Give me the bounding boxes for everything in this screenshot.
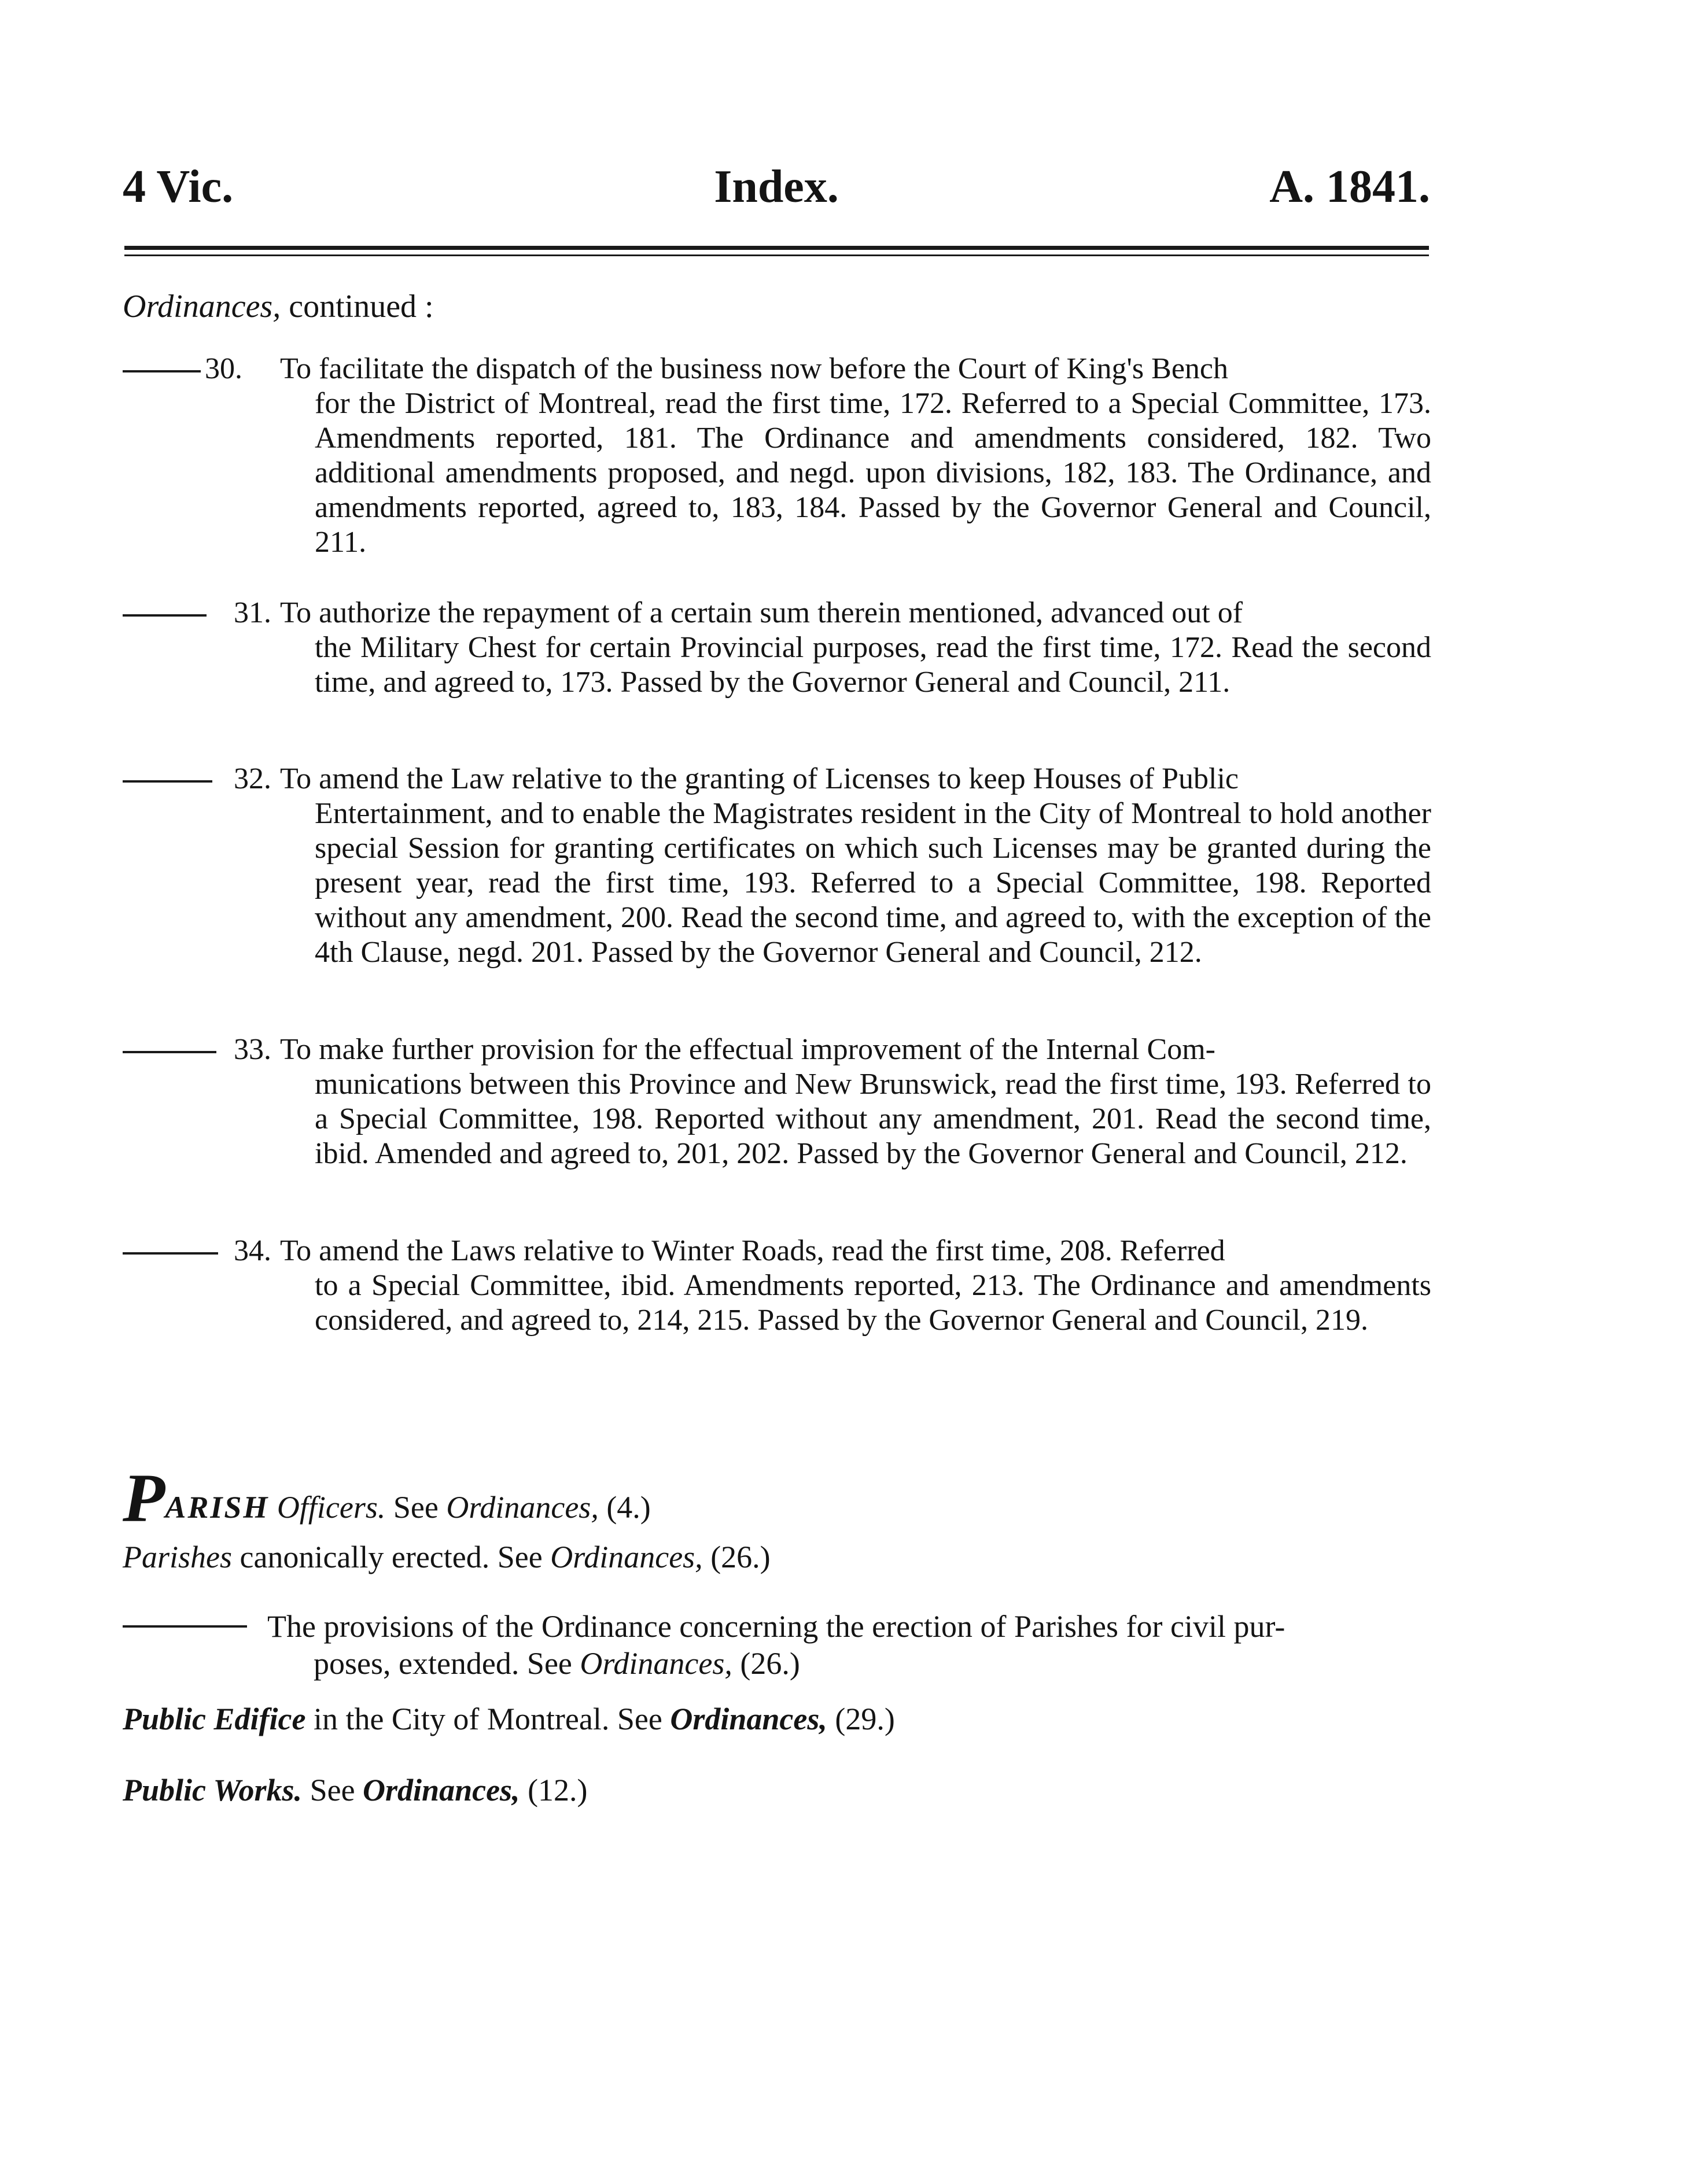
see-label: See (526, 1646, 572, 1681)
header-title: Index. (714, 161, 839, 212)
entry-dash (123, 762, 220, 796)
index-text (267, 1608, 1431, 1682)
provisions-line-2 (314, 1645, 1431, 1682)
entry-dash (123, 1234, 226, 1268)
provisions-line-1: The provisions of the Ordinance concerning the erection of Parishes for civil pur- (267, 1609, 1285, 1644)
continued-heading (123, 286, 434, 327)
entry-first-line: To amend the Law relative to the granting of Licenses to keep Houses of Public (280, 762, 1239, 795)
ordinance-entry-31 (123, 596, 1431, 700)
entry-first-line: To facilitate the dispatch of the business now before the Court of King's Bench (280, 352, 1228, 385)
reference-number: (26.) (710, 1540, 771, 1574)
header-year: A. 1841. (1269, 161, 1430, 212)
reference-number: (4.) (606, 1490, 651, 1525)
entry-body: munications between this Province and New Brunswick, read the first time, 193. Referred to a Special Committee, 198. Reported without any amendment, 201. Read the second time, ibid. Amended and agreed to, 201, 202. Passed by the Governor General and Council, 212. (315, 1068, 1431, 1170)
entry-text (280, 762, 1431, 970)
entry-body: the Military Chest for certain Provincial purposes, read the first time, 172. Read the second time, and agreed to, 173. Passed by the Governor General and Council, 211. (315, 631, 1431, 699)
ordinance-entry-30 (123, 352, 1431, 560)
entry-number: 34. (234, 1234, 271, 1267)
entry-body: Entertainment, and to enable the Magistrates resident in the City of Montreal to hold another special Session for granting certificates on which such Licenses may be granted during the present year, read the first time, 193. Referred to a Special Committee, 198. Reported without any amendment, 200. Read the second time, and agreed to, with the exception of the 4th Clause, negd. 201. Passed by the Governor General and Council, 212. (315, 797, 1431, 969)
entry-number: 33. (234, 1033, 271, 1066)
entry-first-line: To amend the Laws relative to Winter Roads, read the first time, 208. Referred (280, 1234, 1225, 1267)
entry-first-line: To make further provision for the effectual improvement of the Internal Com- (280, 1033, 1215, 1066)
header-rule-thin (124, 254, 1429, 256)
see-label: See (497, 1540, 543, 1574)
drop-initial: P (123, 1459, 165, 1536)
entry-dash (123, 596, 215, 630)
index-entry-public-works (123, 1772, 588, 1809)
entry-text (280, 1234, 1431, 1338)
entry-dash (123, 352, 209, 386)
cross-reference: Ordinances, (670, 1702, 827, 1736)
entry-first-line: To authorize the repayment of a certain sum therein mentioned, advanced out of (280, 596, 1243, 629)
entry-number: 31. (234, 596, 271, 629)
header-regnal-year: 4 Vic. (123, 161, 234, 212)
index-entry-public-edifice (123, 1700, 895, 1737)
cross-reference: Ordinances, (363, 1773, 520, 1807)
cross-reference: Ordinances, (580, 1646, 732, 1681)
index-term: Public Edifice (123, 1702, 306, 1736)
entry-dash (123, 1032, 224, 1067)
reference-number: (12.) (528, 1773, 588, 1807)
see-label: See (617, 1702, 662, 1736)
provisions-line-2-text: poses, extended. (314, 1646, 520, 1681)
index-term: Parishes (123, 1540, 232, 1574)
entry-body: for the District of Montreal, read the first time, 172. Referred to a Special Committee, 173. Amendments reported, 181. The Ordinance and amendments considered, 182. Two additional amendments proposed, and negd. upon divisions, 182, 183. The Ordinance, and amendments reported, agreed to, 183, 184. Passed by the Governor General and Council, 211. (315, 387, 1431, 559)
ordinance-entry-34 (123, 1234, 1431, 1338)
cross-reference: Ordinances, (550, 1540, 703, 1574)
header-rule-thick (124, 246, 1429, 250)
continued-term: Ordinances, (123, 289, 281, 324)
index-term: Public Works. (123, 1773, 303, 1807)
entry-dash (123, 1625, 247, 1628)
entry-text (280, 1032, 1431, 1171)
ordinance-entry-33 (123, 1032, 1431, 1171)
reference-number: (29.) (835, 1702, 895, 1736)
continued-label: continued : (289, 289, 434, 324)
see-label: See (310, 1773, 355, 1807)
ordinance-entry-32 (123, 762, 1431, 970)
index-text: canonically erected. (240, 1540, 490, 1574)
cross-reference: Ordinances, (446, 1490, 599, 1525)
index-term-caps: ARISH (165, 1490, 270, 1525)
index-entry-parish-officers (123, 1459, 651, 1536)
reference-number: (26.) (740, 1646, 800, 1681)
entry-number: 32. (234, 762, 271, 795)
page-header (123, 155, 1430, 219)
index-entry-provisions (123, 1608, 1431, 1682)
see-label: See (393, 1490, 439, 1525)
index-text: in the City of Montreal. (313, 1702, 610, 1736)
entry-text (280, 596, 1431, 700)
entry-body: to a Special Committee, ibid. Amendments reported, 213. The Ordinance and amendments considered, and agreed to, 214, 215. Passed by the Governor General and Council, 219. (315, 1269, 1431, 1337)
index-term: Officers. (277, 1490, 386, 1525)
entry-number: 30. (205, 352, 242, 385)
entry-text (280, 352, 1431, 560)
index-entry-parishes (123, 1539, 771, 1576)
